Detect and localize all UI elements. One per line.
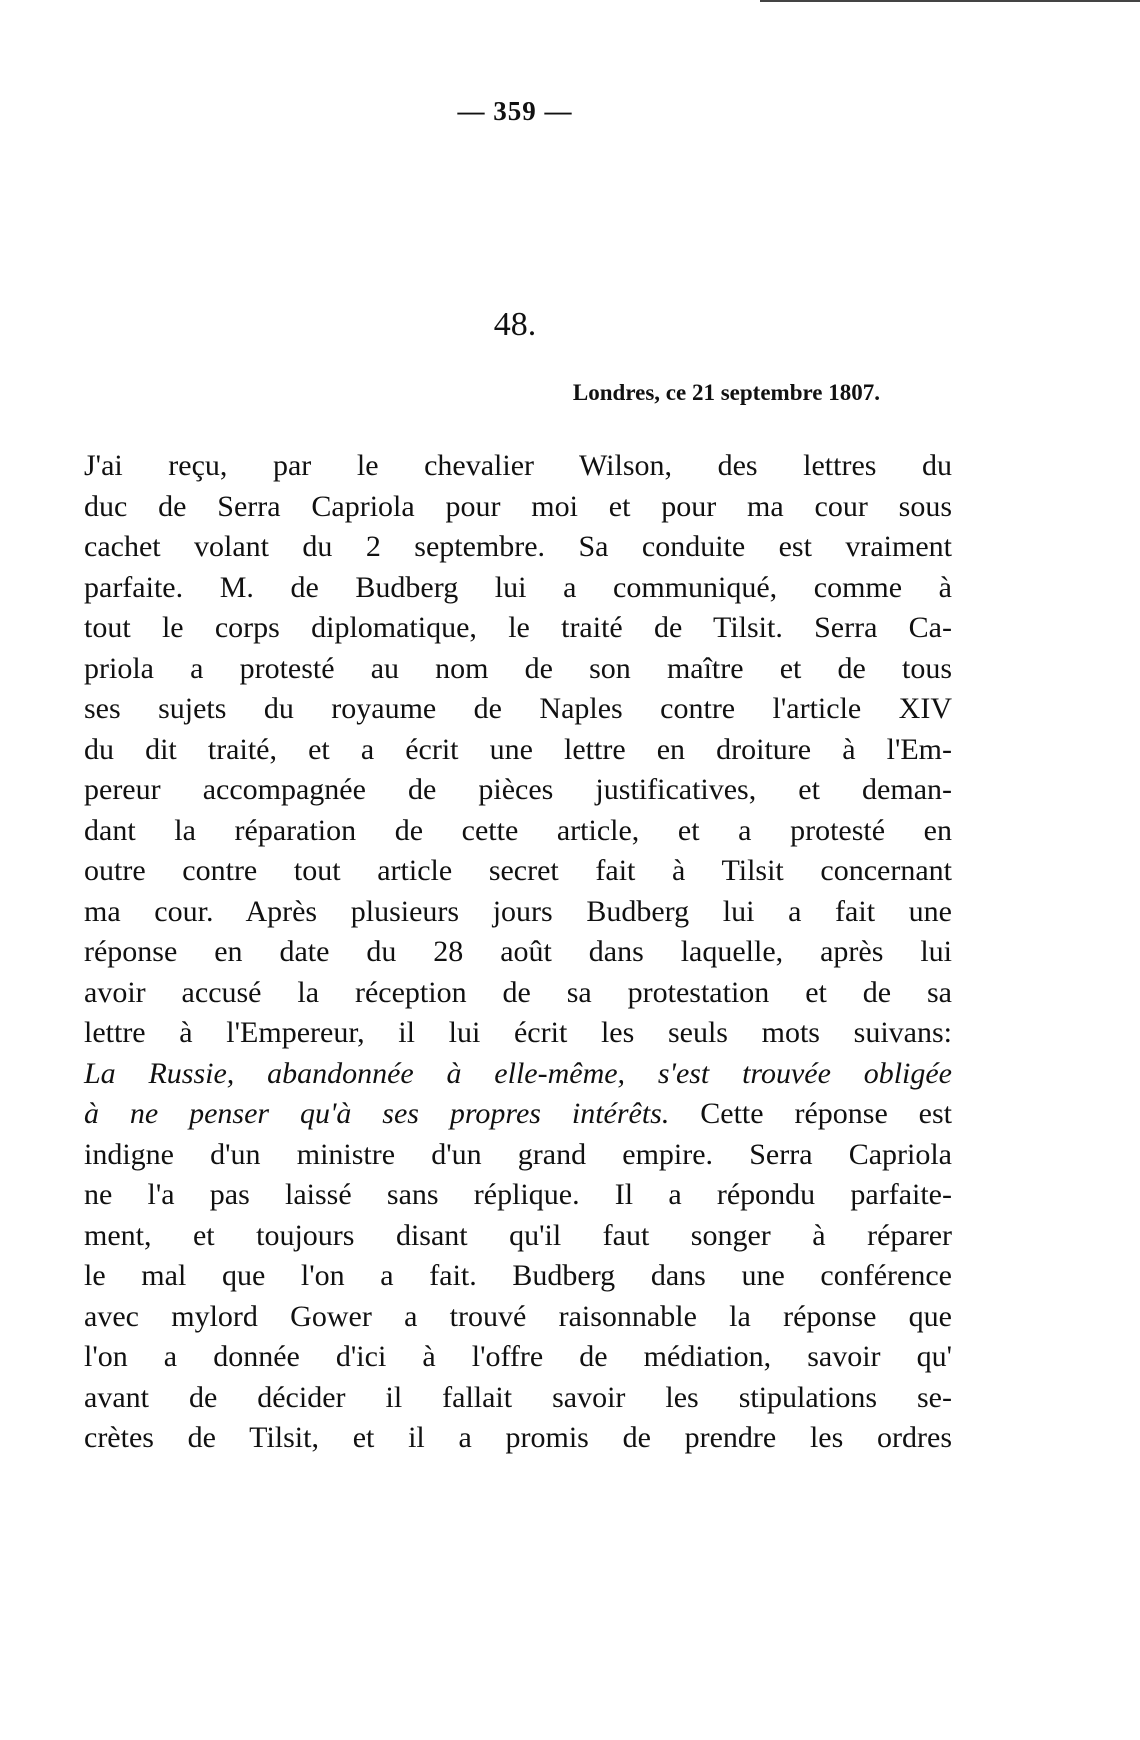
- italic-quote-end: à ne penser qu'à ses propres intérêts.: [84, 1097, 670, 1130]
- body-line: avant de décider il fallait savoir les stipulations se-: [84, 1380, 952, 1414]
- body-line: lettre à l'Empereur, il lui écrit les seuls mots suivans:: [84, 1016, 952, 1049]
- letter-body: [84, 446, 952, 1459]
- italic-quote-line: La Russie, abandonnée à elle-même, s'est trouvée obligée: [84, 1056, 952, 1090]
- body-line: priola a protesté au nom de son maître et de tous: [84, 651, 952, 685]
- body-line: J'ai reçu, par le chevalier Wilson, des lettres du: [84, 449, 952, 482]
- body-line: cachet volant du 2 septembre. Sa conduite est vraiment: [84, 530, 952, 563]
- body-line: le mal que l'on a fait. Budberg dans une conférence: [84, 1259, 952, 1292]
- body-line: crètes de Tilsit, et il a promis de prendre les ordres: [84, 1421, 952, 1454]
- body-line: parfaite. M. de Budberg lui a communiqué, comme à: [84, 570, 952, 604]
- body-line: dant la réparation de cette article, et a protesté en: [84, 813, 952, 847]
- body-line: avec mylord Gower a trouvé raisonnable la réponse que: [84, 1299, 952, 1333]
- body-line: tout le corps diplomatique, le traité de Tilsit. Serra Ca-: [84, 611, 952, 644]
- body-line: ma cour. Après plusieurs jours Budberg lui a fait une: [84, 894, 952, 928]
- mixed-quote-line: [84, 1094, 952, 1135]
- body-line: pereur accompagnée de pièces justificatives, et deman-: [84, 773, 952, 806]
- body-line: l'on a donnée d'ici à l'offre de médiation, savoir qu': [84, 1340, 952, 1373]
- top-edge-rule: [760, 0, 1140, 2]
- body-line: indigne d'un ministre d'un grand empire. Serra Capriola: [84, 1137, 952, 1171]
- body-line: ses sujets du royaume de Naples contre l'article XIV: [84, 692, 952, 725]
- body-line: du dit traité, et a écrit une lettre en droiture à l'Em-: [84, 732, 952, 766]
- letter-number: 48.: [493, 306, 537, 343]
- body-line: ment, et toujours disant qu'il faut songer à réparer: [84, 1218, 952, 1252]
- page-number: — 359 —: [457, 96, 573, 126]
- body-line: avoir accusé la réception de sa protestation et de sa: [84, 975, 952, 1009]
- body-line: ne l'a pas laissé sans réplique. Il a répondu parfaite-: [84, 1178, 952, 1211]
- body-line: outre contre tout article secret fait à Tilsit concernant: [84, 854, 952, 887]
- body-line: duc de Serra Capriola pour moi et pour ma cour sous: [84, 489, 952, 523]
- quote-followup-text: Cette réponse est: [669, 1097, 952, 1130]
- body-line: réponse en date du 28 août dans laquelle, après lui: [84, 935, 952, 968]
- dateline: Londres, ce 21 septembre 1807.: [572, 380, 880, 405]
